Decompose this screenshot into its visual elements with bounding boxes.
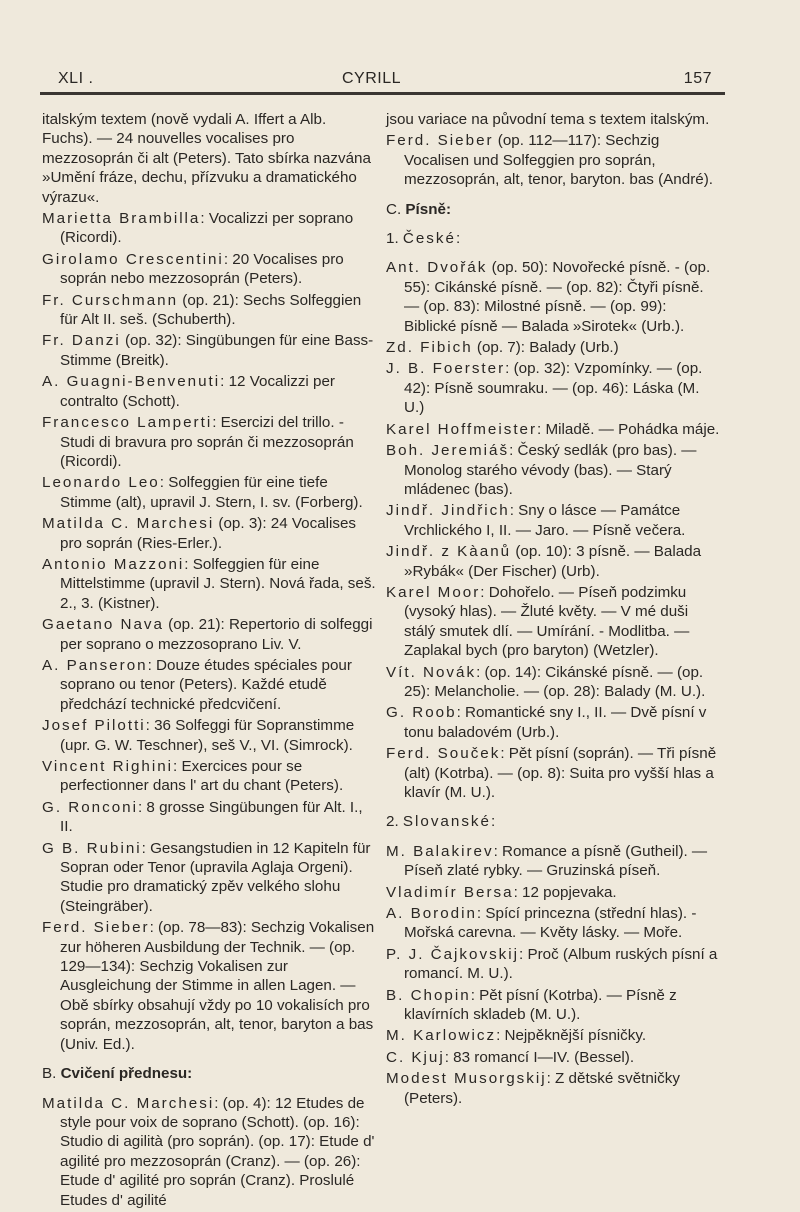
entry-text: : Sny o lásce — Památce Vrchlického I, II. — Jaro. — Písně večera. [404,502,686,539]
entry-text: : 83 romancí I—IV. (Bessel). [444,1048,635,1066]
entry-text: : 8 grosse Singübungen für Alt. I., II. [60,798,363,836]
bibliography-entry [386,1026,722,1045]
bibliography-entry [386,744,722,802]
bibliography-entry [386,420,722,439]
bibliography-entry [386,258,722,336]
composer-name: Ant. Dvořák [386,259,488,277]
left-column [42,110,378,1212]
composer-name: Ferd. Souček [386,745,501,763]
bibliography-entry [42,291,378,330]
composer-name: Antonio Mazzoni [42,555,185,573]
bibliography-entry [42,798,378,837]
bibliography-entry [386,1048,722,1067]
subsection-prefix: 2. [386,813,403,831]
continuation-paragraph: jsou variace na původní tema s textem italským. [386,111,710,128]
bibliography-entry [42,1094,378,1210]
entry-text: : (op. 4): 12 Etudes de style pour voix de soprano (Schott). (op. 16): Studio di agilità (pro soprán). (op. 17): Etude d' agilité pro mezzosoprán (Cranz). — (op. 26): Etude d' agilité pro soprán (Cranz). Proslulé Etudes d' agilité [60,1094,375,1209]
entry-text: : 12 Vocalizzi per contralto (Schott). [60,373,335,410]
composer-name: Matilda C. Marchesi [42,1094,215,1112]
bibliography-entry [42,656,378,714]
composer-name: Gaetano Nava [42,616,164,634]
bibliography-entry [386,338,722,357]
entry-text: : 20 Vocalises pro soprán nebo mezzosoprán (Peters). [60,250,344,288]
entry-text: : Vocalizzi per soprano (Ricordi). [60,210,354,247]
composer-name: Vladimír Bersa [386,883,514,901]
composer-name: Fr. Danzi [42,332,121,350]
composer-name: Matilda C. Marchesi [42,515,215,533]
entry-text: : Romantické sny I., II. — Dvě písní v tonu baladovém (Urb.). [404,704,707,741]
composer-name: M. Balakirev [386,842,494,860]
entry-text: : Český sedlák (pro bas). — Monolog starého vévody (bas). — Starý mládenec (bas). [404,442,697,498]
composer-name: A. Panseron [42,656,148,674]
bibliography-entry [42,615,378,654]
entry-text: : Exercices pour se perfectionner dans l' art du chant (Peters). [60,758,344,795]
composer-name: Josef Pilotti [42,717,146,735]
bibliography-entry [386,1069,722,1108]
composer-name: Jindř. z Kàanů [386,543,512,561]
composer-name: Ferd. Sieber [386,132,494,150]
composer-name: Francesco Lamperti [42,414,213,432]
entry-text: (op. 7): Balady (Urb.) [472,339,619,357]
bibliography-entry [386,441,722,499]
bibliography-entry [386,986,722,1025]
entry-text: : Esercizi del trillo. - Studi di bravura pro soprán či mezzosoprán (Ricordi). [60,414,354,470]
entry-text: : Dohořelo. — Píseň podzimku (vysoký hlas). — Žluté květy. — V mé duši stálý smutek dlí. — Umírání. - Modlitba. — Zaplakal bych (pro baryton) (Wetzler). [404,583,690,660]
running-title: CYRILL [342,70,402,87]
entry-text: : (op. 14): Cikánské písně. — (op. 25): Melancholie. — (op. 28): Balady (M. U.). [404,663,706,700]
continuation-paragraph: italským textem (nově vydali A. Iffert a Alb. Fuchs). — 24 nouvelles vocalises pro mezzosoprán či alt (Peters). Tato sbírka nazvána »Umění fráze, dechu, přízvuku a dramatického výrazu«. [42,111,371,206]
composer-name: P. J. Čajkovskij [386,945,520,963]
bibliography-entry [42,331,378,370]
entry-text: (op. 10): 3 písně. — Balada »Rybák« (Der Fischer) (Urb). [404,543,702,580]
entry-text: : Douze études spéciales pour soprano ou tenor (Peters). Každé etudě předchází technické předcvičení. [60,656,352,713]
entry-text: : Proč (Album ruských písní a romancí. M. U.). [404,945,718,983]
subsection-prefix: 1. [386,230,403,248]
entry-text: : Romance a písně (Gutheil). — Píseň zlaté rybky. — Gruzinská píseň. [404,842,708,880]
composer-name: A. Borodin [386,905,477,923]
entry-text: : Pět písní (soprán). — Tři písně (alt) (Kotrba). — (op. 8): Suita pro vyšší hlas a klavír (M. U.). [404,745,717,801]
entry-text: : Miladě. — Pohádka máje. [537,420,720,438]
composer-name: G. Ronconi [42,798,138,816]
bibliography-entry [42,413,378,471]
entry-text: : Spící princezna (střední hlas). - Mořská carevna. — Květy lásky. — Moře. [404,905,697,942]
composer-name: Zd. Fibich [386,339,473,357]
composer-name: G. Roob [386,704,457,722]
composer-name: Leonardo Leo [42,474,160,492]
bibliography-entry [386,883,722,902]
entry-text: : Solfeggien für eine tiefe Stimme (alt), upravil J. Stern, I. sv. (Forberg). [60,474,363,511]
composer-name: Karel Moor [386,583,481,601]
bibliography-entry [386,945,722,984]
entry-text: (op. 3): 24 Vocalises pro soprán (Ries-Erler.). [60,515,357,552]
composer-name: Modest Musorgskij [386,1070,547,1088]
running-header [40,70,720,92]
bibliography-entry [42,209,378,248]
entry-text: : Solfeggien für eine Mittelstimme (upravil J. Stern). Nová řada, seš. 2., 3. (Kistner). [60,555,376,612]
section-title: Písně: [405,200,451,218]
composer-name: M. Karlowicz [386,1027,497,1045]
bibliography-entry [386,703,722,742]
bibliography-entry [386,583,722,661]
composer-name: Karel Hoffmeister [386,420,538,438]
bibliography-entry [386,501,722,540]
section-prefix: C. [386,200,406,218]
section-title: Cvičení přednesu: [60,1065,193,1083]
entry-text: (op. 21): Sechs Solfeggien für Alt II. seš. (Schuberth). [60,291,362,329]
composer-name: Marietta Brambilla [42,210,201,228]
section-prefix: B. [42,1065,61,1083]
section-heading [386,200,722,219]
composer-name: Vincent Righini [42,758,174,775]
right-column [386,110,722,1110]
bibliography-entry [386,359,722,417]
composer-name: Boh. Jeremiáš [386,442,510,460]
header-rule [40,92,725,95]
bibliography-entry [386,663,722,702]
subsection-suffix: : [455,230,461,248]
entry-text: (op. 50): Novořecké písně. - (op. 55): Cikánské písně. — (op. 82): Čtyři písně. — (op. 83): Milostné písně. — (op. 99): Biblické písně — Balada »Sirotek« (Urb.). [404,259,711,335]
bibliography-entry [386,904,722,943]
entry-text: : Gesangstudien in 12 Kapiteln für Sopran oder Tenor (upravila Aglaja Orgeni). Studie pro dramatický zpěv velkého slohu (Steingräber). [60,839,371,915]
composer-name: A. Guagni-Benvenuti [42,373,221,391]
entry-text: : 12 popjevaka. [513,883,617,901]
entry-text: (op. 112—117): Sechzig Vocalisen und Solfeggien pro soprán, mezzosoprán, alt, tenor, baryton. bas (André). [404,132,713,189]
bibliography-entry [42,716,378,755]
subsection-heading [386,229,722,248]
entry-text: : 36 Solfeggi für Sopranstimme (upr. G. W. Teschner), seš V., VI. (Simrock). [60,717,355,754]
bibliography-entry [42,473,378,512]
composer-name: Vít. Novák [386,663,477,681]
bibliography-entry [42,555,378,613]
composer-name: Girolamo Crescentini [42,250,224,268]
composer-name: C. Kjuj [386,1048,445,1066]
bibliography-entry [386,131,722,189]
page-number: 157 [683,70,712,87]
section-heading [42,1064,378,1083]
subsection-suffix: : [490,813,496,831]
bibliography-entry [42,250,378,289]
chapter-number: XLI . [58,70,94,87]
bibliography-entry [386,842,722,881]
composer-name: J. B. Foerster [386,360,506,378]
subsection-title: Slovanské [402,813,491,831]
composer-name: G B. Rubini [42,839,142,857]
composer-name: Jindř. Jindřich [386,502,510,520]
entry-text: (op. 32): Singübungen für eine Bass-Stimme (Breitk). [60,332,374,369]
composer-name: B. Chopin [386,986,471,1004]
bibliography-entry [42,839,378,917]
composer-name: Fr. Curschmann [42,291,179,309]
entry-text: (op. 21): Repertorio di solfeggi per soprano o mezzosoprano Liv. V. [60,616,373,653]
entry-text: : Pět písní (Kotrba). — Písně z klavírních skladeb (M. U.). [404,986,677,1024]
composer-name: Ferd. Sieber [42,919,150,937]
bibliography-entry [42,514,378,553]
bibliography-entry [42,757,378,796]
entry-text: : Z dětské světničky (Peters). [404,1070,680,1107]
bibliography-entry [42,372,378,411]
bibliography-entry [386,542,722,581]
entry-text: : Nejpěknější písničky. [496,1027,647,1045]
subsection-heading [386,812,722,831]
entry-text: : (op. 32): Vzpomínky. — (op. 42): Písně soumraku. — (op. 46): Láska (M. U.) [404,360,703,417]
entry-text: : (op. 78—83): Sechzig Vokalisen zur höheren Ausbildung der Technik. — (op. 129—134): Sechzig Vokalisen zur Ausgleichung der Stimme in allen Lagen. — Obě sbírky obsahují vždy po 10 vokalisích pro soprán, mezzosoprán, alt, tenor, baryton a bas (Univ. Ed.). [60,919,375,1053]
subsection-title: České [402,230,456,248]
bibliography-entry [42,918,378,1054]
